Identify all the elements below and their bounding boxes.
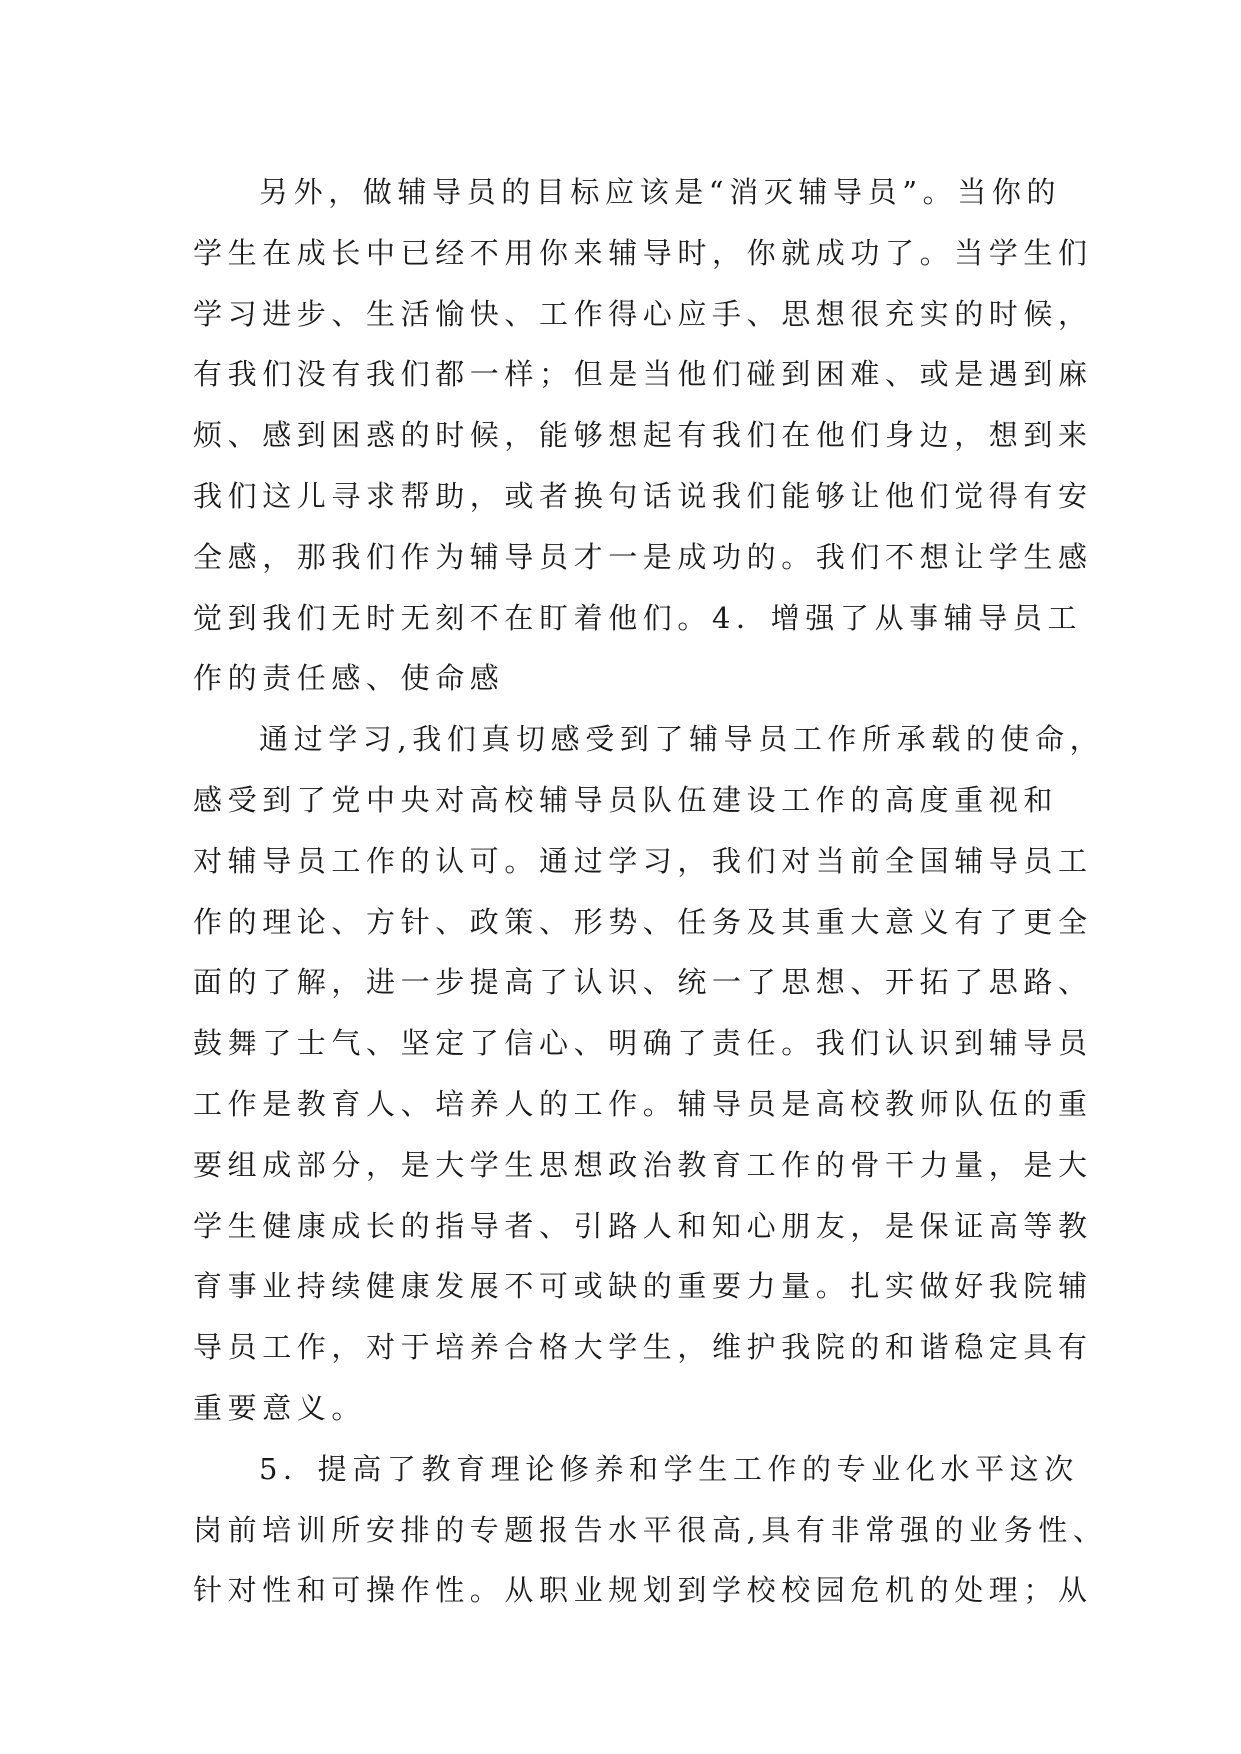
text-line: 学生健康成长的指导者、引路人和知心朋友，是保证高等教 <box>193 1208 1093 1243</box>
text-line: 学习进步、生活愉快、工作得心应手、思想很充实的时候， <box>193 296 1093 331</box>
paragraph-1 <box>193 162 1093 709</box>
text-line: 通过学习,我们真切感受到了辅导员工作所承载的使命， <box>259 722 1105 757</box>
text-line: 要组成部分，是大学生思想政治教育工作的骨干力量，是大 <box>193 1147 1093 1182</box>
text-line: 岗前培训所安排的专题报告水平很高,具有非常强的业务性、 <box>193 1512 1108 1547</box>
text-line: 另外，做辅导员的目标应该是“消灭辅导员”。当你的 <box>259 175 1062 209</box>
text-line: 鼓舞了士气、坚定了信心、明确了责任。我们认识到辅导员 <box>193 1026 1093 1061</box>
text-line: 全感，那我们作为辅导员才一是成功的。我们不想让学生感 <box>193 539 1093 574</box>
text-line: 有我们没有我们都一样；但是当他们碰到困难、或是遇到麻 <box>193 357 1093 392</box>
text-line: 工作是教育人、培养人的工作。辅导员是高校教师队伍的重 <box>193 1086 1093 1121</box>
text-line: 我们这儿寻求帮助，或者换句话说我们能够让他们觉得有安 <box>193 478 1093 513</box>
text-line: 面的了解，进一步提高了认识、统一了思想、开拓了思路、 <box>193 965 1093 1000</box>
paragraph-3 <box>193 1439 1108 1621</box>
text-line: 烦、感到困惑的时候，能够想起有我们在他们身边，想到来 <box>193 418 1093 453</box>
text-line: 作的理论、方针、政策、形势、任务及其重大意义有了更全 <box>193 904 1093 939</box>
document-body <box>193 162 1108 1621</box>
text-line: 对辅导员工作的认可。通过学习，我们对当前全国辅导员工 <box>193 843 1093 878</box>
text-line: 育事业持续健康发展不可或缺的重要力量。扎实做好我院辅 <box>193 1269 1093 1304</box>
text-line: 重要意义。 <box>193 1390 367 1425</box>
text-line: 5．提高了教育理论修养和学生工作的专业化水平这次 <box>259 1451 1079 1486</box>
paragraph-2 <box>193 709 1105 1439</box>
text-line: 针对性和可操作性。从职业规划到学校校园危机的处理；从 <box>193 1573 1093 1608</box>
text-line: 导员工作，对于培养合格大学生，维护我院的和谐稳定具有 <box>193 1330 1093 1365</box>
text-line: 作的责任感、使命感 <box>193 661 505 696</box>
text-line: 感受到了党中央对高校辅导员队伍建设工作的高度重视和 <box>193 782 1059 817</box>
text-line: 学生在成长中已经不用你来辅导时，你就成功了。当学生们 <box>193 235 1093 270</box>
text-line: 觉到我们无时无刻不在盯着他们。4．增强了从事辅导员工 <box>193 600 1083 635</box>
